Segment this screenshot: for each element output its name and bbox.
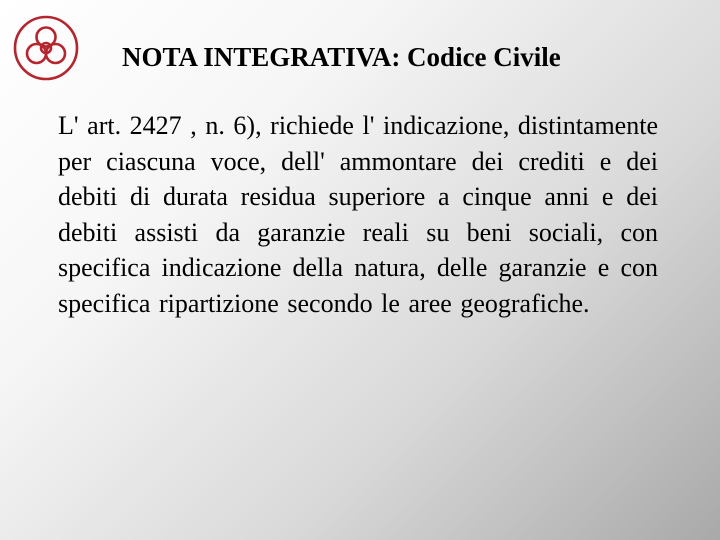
- body-paragraph: L' art. 2427 , n. 6), richiede l' indicazione, distintamente per ciascuna voce, dell' ammontare dei crediti e dei debiti di durata residua superiore a cinque anni e dei debiti assisti da garanzie reali su beni sociali, con specifica indicazione della natura, delle garanzie e con specifica ripartizione secondo le aree geografiche.: [58, 111, 658, 318]
- rings-logo-icon: [12, 14, 80, 82]
- slide-title: NOTA INTEGRATIVA: Codice Civile: [122, 42, 561, 72]
